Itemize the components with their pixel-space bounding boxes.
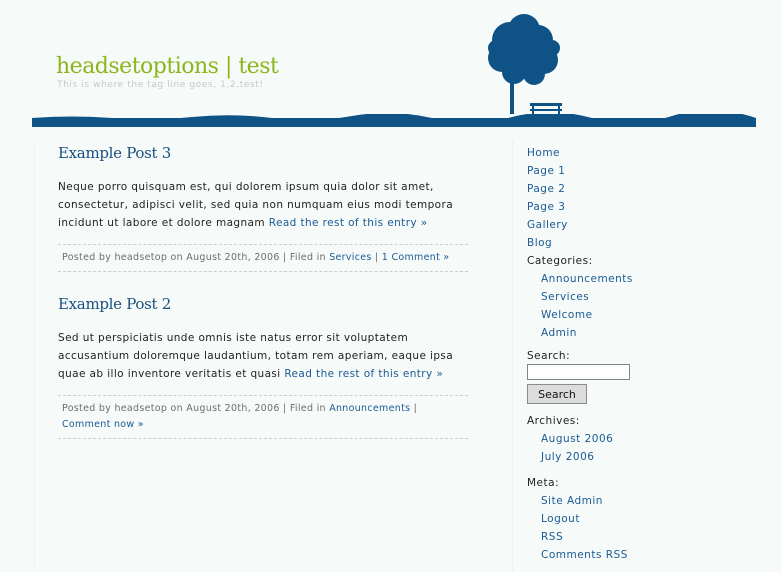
archive-item-july-2006[interactable]: [527, 448, 747, 466]
tree-and-bench-illustration: [472, 10, 572, 120]
nav-link[interactable]: Gallery: [527, 219, 568, 231]
meta-link[interactable]: Comments RSS: [541, 549, 628, 561]
meta-link[interactable]: Site Admin: [541, 495, 603, 507]
post-excerpt: [58, 329, 468, 383]
read-more-link[interactable]: Read the rest of this entry »: [284, 368, 444, 380]
post-excerpt-text: Neque porro quisquam est, qui dolorem ipsum quia dolor sit amet, consectetur, adipisci velit, sed quia non numquam eius modi tempora incidunt ut labore et dolore magnam: [58, 181, 454, 229]
nav-item-gallery[interactable]: [527, 216, 747, 234]
meta-list: [527, 474, 747, 564]
post-meta: [58, 244, 468, 272]
nav-link[interactable]: Blog: [527, 237, 553, 249]
post-meta-text: Posted by headsetop on August 20th, 2006 | Filed in: [62, 403, 330, 414]
post-excerpt-text: Sed ut perspiciatis unde omnis iste natus error sit voluptatem accusantium doloremque laudantium, totam rem aperiam, eaque ipsa quae ab illo inventore veritatis et quasi: [58, 332, 454, 380]
site-title[interactable]: headsetoptions | test: [56, 54, 279, 79]
meta-separator: |: [371, 252, 382, 263]
meta-link[interactable]: RSS: [541, 531, 564, 543]
nav-item-page-2[interactable]: [527, 180, 747, 198]
site-tagline: This is where the tag line goes, 1,2,test!: [57, 80, 264, 90]
post-excerpt: [58, 178, 468, 232]
meta-heading: Meta:: [527, 477, 560, 489]
category-link[interactable]: Welcome: [541, 309, 593, 321]
archive-link[interactable]: July 2006: [541, 451, 595, 463]
post-category-link[interactable]: Announcements: [329, 403, 411, 414]
site-header: [0, 0, 782, 130]
category-item-announcements[interactable]: [527, 270, 747, 288]
post-title[interactable]: Example Post 3: [58, 144, 171, 162]
search-section: [527, 350, 747, 404]
search-button[interactable]: Search: [527, 384, 587, 404]
category-item-admin[interactable]: [527, 324, 747, 342]
post-title[interactable]: Example Post 2: [58, 295, 171, 313]
sidebar: [527, 144, 747, 564]
meta-item-comments-rss[interactable]: [527, 546, 747, 564]
archive-link[interactable]: August 2006: [541, 433, 614, 445]
meta-separator: |: [410, 403, 418, 414]
post-meta-text: Posted by headsetop on August 20th, 2006 | Filed in: [62, 252, 330, 263]
post-comments-link[interactable]: Comment now »: [62, 419, 144, 430]
post-category-link[interactable]: Services: [329, 252, 372, 263]
archives-heading: Archives:: [527, 415, 580, 427]
post-example-3: [58, 144, 468, 272]
nav-item-page-3[interactable]: [527, 198, 747, 216]
read-more-link[interactable]: Read the rest of this entry »: [268, 217, 428, 229]
post-example-2: [58, 295, 468, 439]
nav-link[interactable]: Page 1: [527, 165, 566, 177]
category-link[interactable]: Admin: [541, 327, 577, 339]
categories-heading: Categories:: [527, 255, 593, 267]
post-meta: [58, 395, 468, 439]
meta-item-rss[interactable]: [527, 528, 747, 546]
header-ground-bar: [32, 118, 756, 127]
search-heading: Search:: [527, 350, 571, 362]
search-input[interactable]: [527, 364, 630, 380]
category-item-services[interactable]: [527, 288, 747, 306]
meta-item-logout[interactable]: [527, 510, 747, 528]
category-link[interactable]: Services: [541, 291, 590, 303]
category-item-welcome[interactable]: [527, 306, 747, 324]
nav-link[interactable]: Home: [527, 147, 561, 159]
archive-item-august-2006[interactable]: [527, 430, 747, 448]
archives-list: [527, 412, 747, 466]
category-link[interactable]: Announcements: [541, 273, 633, 285]
nav-item-home[interactable]: [527, 144, 747, 162]
pages-nav: [527, 144, 747, 342]
nav-link[interactable]: Page 2: [527, 183, 566, 195]
nav-item-page-1[interactable]: [527, 162, 747, 180]
meta-item-site-admin[interactable]: [527, 492, 747, 510]
nav-link[interactable]: Page 3: [527, 201, 566, 213]
meta-link[interactable]: Logout: [541, 513, 580, 525]
post-comments-link[interactable]: 1 Comment »: [381, 252, 450, 263]
nav-item-blog[interactable]: [527, 234, 747, 252]
